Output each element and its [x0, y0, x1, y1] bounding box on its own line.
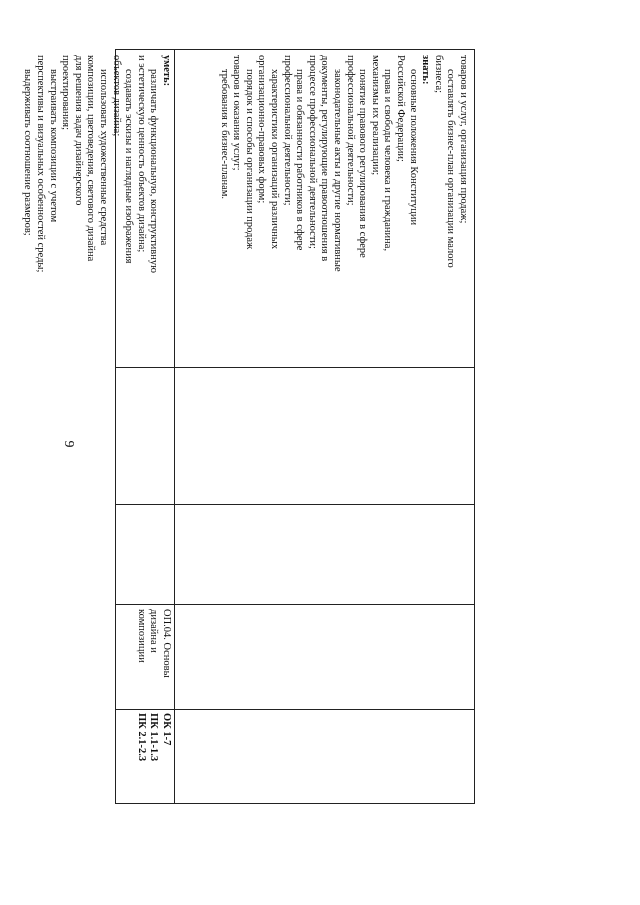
competence-line: Российской Федерации; [395, 55, 407, 162]
competence-line: уметь: [161, 55, 172, 87]
competence-table [22, 49, 475, 804]
competence-line: понятие правового регулирования в сфере [357, 69, 369, 258]
competence-line: выстраивать композиции с учетом [47, 69, 59, 223]
competence-codes-cell: ОК 1-7 ПК 1.1-1.3 ПК 2.1-2.3 [135, 713, 172, 762]
competence-line: профессиональной деятельности; [281, 55, 293, 206]
competence-line: товаров и оказания услуг; [231, 55, 243, 171]
competence-cell [179, 55, 469, 365]
competence-line: различать функциональную, конструктивную [148, 69, 160, 273]
column-divider [115, 367, 475, 368]
competence-line: составлять бизнес-план организации малого [445, 69, 457, 268]
page-number: 9 [61, 440, 76, 448]
competence-line: основные положения Конституции [407, 69, 419, 226]
discipline-cell: ОП.04. Основы дизайна и композиции [135, 609, 172, 678]
competence-line: профессиональной деятельности; [344, 55, 356, 206]
competence-line: товаров и услуг, организация продаж; [458, 55, 469, 224]
competence-line: организационно-правовых форм; [256, 55, 268, 204]
competence-line: права и обязанности работников в сфере [294, 69, 306, 251]
competence-line: знать: [420, 55, 432, 85]
competence-line: характеристики организаций различных [269, 69, 281, 250]
competence-line: композиции, цветоведения, светового дизайна [85, 55, 97, 262]
competence-line: требования к бизнес-планам. [218, 69, 230, 199]
column-divider [115, 709, 475, 710]
column-divider [115, 504, 475, 505]
competence-line: права и свободы человека и гражданина, [382, 69, 394, 252]
competence-line: проектирования; [60, 55, 72, 131]
competence-line: создавать эскизы и наглядные изображения [123, 69, 135, 264]
competence-line: для решения задач дизайнерского [72, 55, 84, 206]
row-divider [174, 49, 175, 804]
competence-line: документы, регулирующие правоотношения в [319, 55, 331, 262]
competence-line: процессе профессиональной деятельности; [306, 55, 318, 249]
competence-line: механизмы их реализации; [369, 55, 381, 176]
competence-line: и эстетическую ценность объектов дизайна; [135, 55, 147, 253]
competence-line: использовать художественные средства [98, 69, 110, 246]
competence-line: законодательные акты и другие нормативные [332, 69, 344, 272]
competence-line: порядок и способы организации продаж [243, 69, 255, 250]
competence-line: объектов дизайна; [110, 55, 122, 137]
competence-cell [22, 55, 172, 365]
competence-line: перспективы и визуальных особенностей среды; [35, 55, 47, 273]
competence-line: выдерживать соотношение размеров; [22, 69, 34, 236]
competence-line: бизнеса; [432, 55, 444, 94]
column-divider [115, 604, 475, 605]
